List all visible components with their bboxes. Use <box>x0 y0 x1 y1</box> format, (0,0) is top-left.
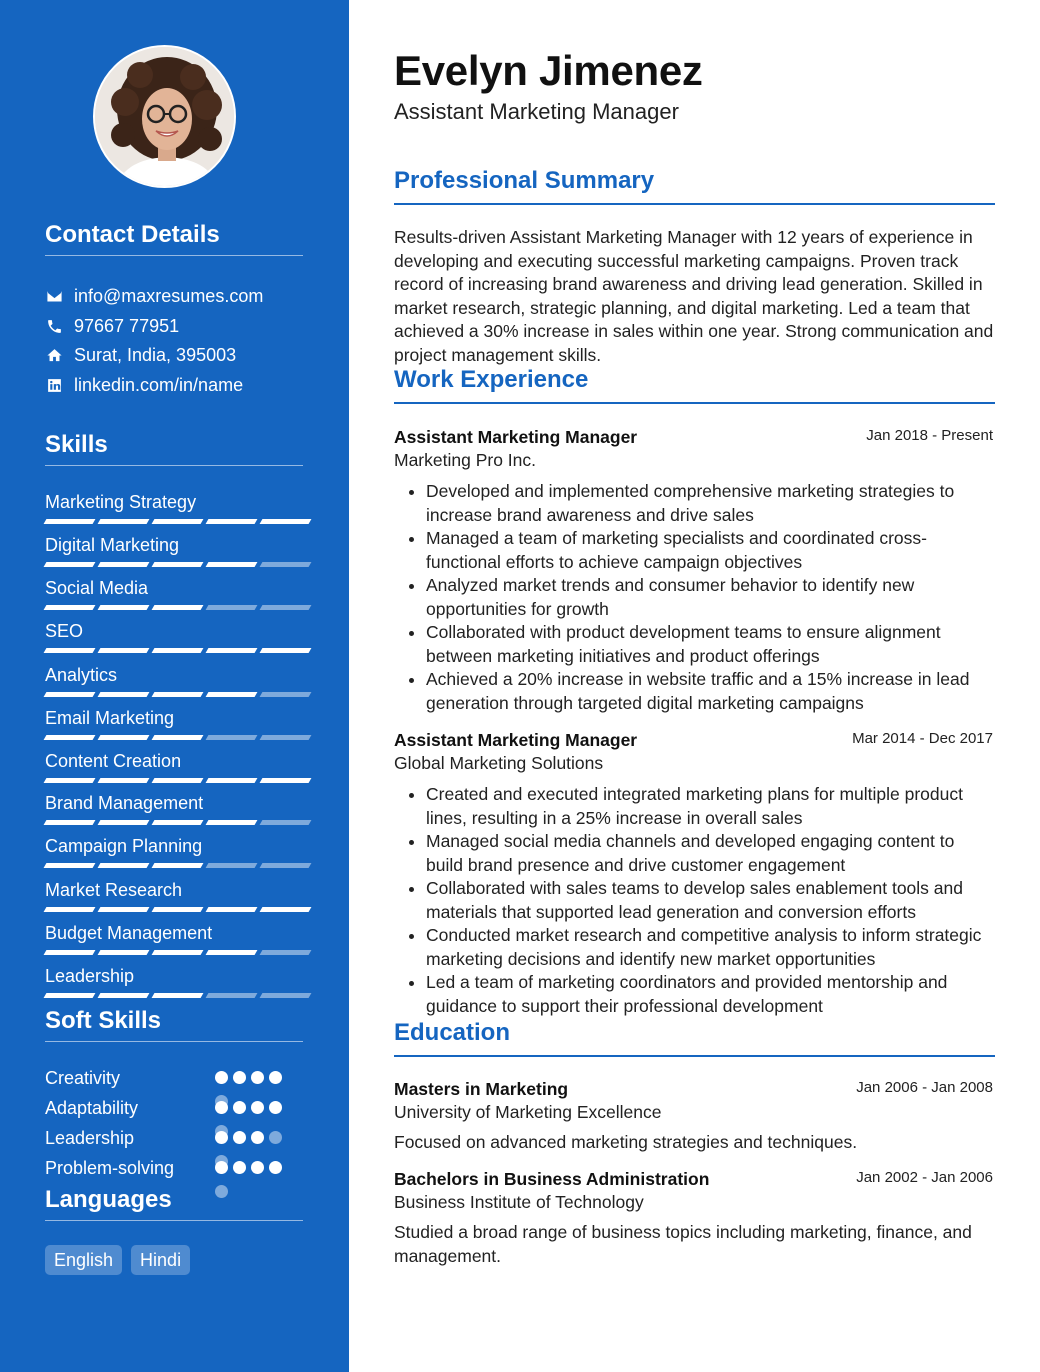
skill-item <box>45 707 303 729</box>
education-school: Business Institute of Technology <box>394 1192 644 1212</box>
rating-bar <box>260 907 312 912</box>
education-dates: Jan 2006 - Jan 2008 <box>856 1079 993 1096</box>
rating-bar <box>152 648 204 653</box>
job-bullet: • Managed social media channels and developed engaging content to build brand presence and drive customer engagement <box>426 830 995 877</box>
rating-bar <box>152 950 204 955</box>
languages-list <box>45 1245 190 1275</box>
skill-item <box>45 750 303 772</box>
soft-skill-item <box>45 1127 285 1149</box>
rating-bar <box>206 778 258 783</box>
skill-item <box>45 792 303 814</box>
rating-bar <box>44 735 96 740</box>
rating-bar <box>44 863 96 868</box>
rating-bar <box>152 863 204 868</box>
job-bullet: • Achieved a 20% increase in website traffic and a 15% increase in lead generation through targeted digital marketing campaigns <box>426 668 995 715</box>
skill-name: Content Creation <box>45 751 182 771</box>
soft-skill-item <box>45 1157 285 1179</box>
rating-bar <box>260 863 312 868</box>
job-bullets <box>394 783 995 1018</box>
skill-name: Analytics <box>45 665 118 685</box>
soft-skill-item <box>45 1097 285 1119</box>
rating-bar <box>152 907 204 912</box>
rating-bar <box>206 907 258 912</box>
rating-dot <box>251 1071 264 1084</box>
rating-bar <box>152 820 204 825</box>
phone-icon <box>45 317 63 335</box>
job-entry <box>394 729 995 1018</box>
rating-bar <box>44 648 96 653</box>
rating-bar <box>206 605 258 610</box>
job-bullet: • Collaborated with product development teams to ensure alignment between marketing initiatives and product offerings <box>426 621 995 668</box>
rating-bar <box>260 778 312 783</box>
job-bullet: • Created and executed integrated marketing plans for multiple product lines, resulting in a 25% increase in overall sales <box>426 783 995 830</box>
rating-bar <box>152 605 204 610</box>
skill-item <box>45 664 303 686</box>
rating-bar <box>152 778 204 783</box>
skill-item <box>45 879 303 901</box>
rating-bar <box>98 692 150 697</box>
rating-bar <box>152 735 204 740</box>
skill-rating <box>45 993 313 998</box>
soft-skill-name: Leadership <box>45 1128 135 1148</box>
rating-bar <box>206 648 258 653</box>
rating-bar <box>152 692 204 697</box>
skill-name: SEO <box>45 621 84 641</box>
job-title: Assistant Marketing Manager <box>394 730 638 750</box>
job-dates: Jan 2018 - Present <box>866 427 993 444</box>
rating-bar <box>260 605 312 610</box>
job-bullet: • Analyzed market trends and consumer behavior to identify new opportunities for growth <box>426 574 995 621</box>
rating-bar <box>98 562 150 567</box>
soft-skill-name: Adaptability <box>45 1098 139 1118</box>
rating-bar <box>44 778 96 783</box>
rating-dot <box>215 1095 228 1108</box>
rating-bar <box>260 993 312 998</box>
skill-name: Brand Management <box>45 793 204 813</box>
rating-dot <box>215 1155 228 1168</box>
rating-bar <box>206 950 258 955</box>
skills-heading: Skills <box>45 431 303 466</box>
rating-dot <box>269 1101 282 1114</box>
soft-skill-name: Creativity <box>45 1068 121 1088</box>
contact-email[interactable]: info@maxresumes.com <box>45 285 263 307</box>
rating-bar <box>98 605 150 610</box>
skill-item <box>45 577 303 599</box>
job-bullet: • Managed a team of marketing specialists and coordinated cross-functional efforts to achieve campaign objectives <box>426 527 995 574</box>
education-degree: Masters in Marketing <box>394 1079 569 1099</box>
rating-bar <box>98 993 150 998</box>
rating-dot <box>269 1161 282 1174</box>
rating-bar <box>260 519 312 524</box>
rating-bar <box>260 950 312 955</box>
rating-bar <box>98 519 150 524</box>
soft-skill-item <box>45 1067 285 1089</box>
job-bullet: • Collaborated with sales teams to develop sales enablement tools and materials that supported lead generation and conversion efforts <box>426 877 995 924</box>
rating-bar <box>206 519 258 524</box>
language-badge: Hindi <box>131 1245 190 1275</box>
languages-heading: Languages <box>45 1186 303 1221</box>
rating-bar <box>44 692 96 697</box>
rating-dot <box>251 1131 264 1144</box>
skill-item <box>45 965 303 987</box>
education-degree: Bachelors in Business Administration <box>394 1169 710 1189</box>
skill-rating <box>45 950 313 955</box>
rating-bar <box>260 562 312 567</box>
rating-bar <box>260 820 312 825</box>
rating-bar <box>206 820 258 825</box>
soft-skills-heading: Soft Skills <box>45 1007 303 1042</box>
skill-item <box>45 491 303 513</box>
rating-dot <box>233 1161 246 1174</box>
rating-bar <box>206 562 258 567</box>
rating-dot <box>269 1131 282 1144</box>
skill-item <box>45 922 303 944</box>
rating-bar <box>152 519 204 524</box>
skill-item <box>45 835 303 857</box>
summary-heading: Professional Summary <box>394 167 995 205</box>
job-entry <box>394 426 995 715</box>
rating-dot <box>251 1161 264 1174</box>
candidate-name: Evelyn Jimenez <box>394 47 703 94</box>
rating-bar <box>44 820 96 825</box>
skill-rating <box>45 778 313 783</box>
skill-rating <box>45 562 313 567</box>
contact-heading: Contact Details <box>45 221 303 256</box>
contact-linkedin[interactable]: linkedin.com/in/name <box>45 374 243 396</box>
skill-name: Budget Management <box>45 923 213 943</box>
skill-rating <box>45 735 313 740</box>
language-badge: English <box>45 1245 122 1275</box>
rating-bar <box>98 863 150 868</box>
job-dates: Mar 2014 - Dec 2017 <box>852 730 993 747</box>
education-school: University of Marketing Excellence <box>394 1102 662 1122</box>
contact-address: Surat, India, 395003 <box>45 344 236 366</box>
candidate-title: Assistant Marketing Manager <box>394 99 679 124</box>
envelope-icon <box>45 287 63 305</box>
rating-dot <box>215 1071 228 1084</box>
rating-dot <box>269 1071 282 1084</box>
education-description: Studied a broad range of business topics including marketing, finance, and management. <box>394 1222 972 1266</box>
education-dates: Jan 2002 - Jan 2006 <box>856 1169 993 1186</box>
job-bullet: • Developed and implemented comprehensive marketing strategies to increase brand awareness and drive sales <box>426 480 995 527</box>
job-company: Marketing Pro Inc. <box>394 450 536 470</box>
rating-bar <box>152 562 204 567</box>
rating-dot <box>233 1071 246 1084</box>
job-bullet: • Led a team of marketing coordinators and provided mentorship and guidance to support their professional development <box>426 971 995 1018</box>
skill-item <box>45 620 303 642</box>
rating-bar <box>98 907 150 912</box>
education-entry <box>394 1168 995 1268</box>
rating-bar <box>44 605 96 610</box>
rating-bar <box>260 735 312 740</box>
rating-dot <box>251 1101 264 1114</box>
rating-bar <box>44 950 96 955</box>
job-company: Global Marketing Solutions <box>394 753 604 773</box>
rating-bar <box>44 562 96 567</box>
job-bullet: • Conducted market research and competitive analysis to inform strategic marketing decisions and identify new market opportunities <box>426 924 995 971</box>
rating-bar <box>98 648 150 653</box>
summary-text: Results-driven Assistant Marketing Manager with 12 years of experience in developing and executing successful marketing campaigns. Proven track record of increasing brand awareness and driving lead generation. Skilled in market research, strategic planning, and digital marketing. Led a team that achieved a 30% increase in sales within one year. Strong communication and project management skills. <box>394 227 994 365</box>
skill-name: Digital Marketing <box>45 535 180 555</box>
rating-bar <box>260 648 312 653</box>
rating-bar <box>206 863 258 868</box>
skill-rating <box>45 863 313 868</box>
experience-heading: Work Experience <box>394 366 995 404</box>
home-icon <box>45 346 63 364</box>
rating-bar <box>44 907 96 912</box>
rating-bar <box>44 519 96 524</box>
rating-bar <box>260 692 312 697</box>
rating-dot <box>233 1131 246 1144</box>
soft-skill-name: Problem-solving <box>45 1158 175 1178</box>
linkedin-icon <box>45 376 63 394</box>
sidebar <box>0 0 349 1372</box>
skill-rating <box>45 648 313 653</box>
rating-bar <box>98 735 150 740</box>
contact-phone[interactable]: 97667 77951 <box>45 315 179 337</box>
job-title: Assistant Marketing Manager <box>394 427 638 447</box>
rating-bar <box>98 820 150 825</box>
skill-rating <box>45 519 313 524</box>
skill-name: Email Marketing <box>45 708 175 728</box>
rating-bar <box>206 735 258 740</box>
education-heading: Education <box>394 1019 995 1057</box>
rating-bar <box>98 778 150 783</box>
skill-name: Leadership <box>45 966 135 986</box>
job-bullets <box>394 480 995 715</box>
skill-name: Campaign Planning <box>45 836 203 856</box>
skill-name: Market Research <box>45 880 183 900</box>
skill-rating <box>45 605 313 610</box>
rating-bar <box>152 993 204 998</box>
rating-bar <box>206 993 258 998</box>
skill-name: Social Media <box>45 578 149 598</box>
skill-item <box>45 534 303 556</box>
rating-dot <box>215 1125 228 1138</box>
education-description: Focused on advanced marketing strategies and techniques. <box>394 1132 858 1152</box>
skill-rating <box>45 820 313 825</box>
education-entry <box>394 1078 995 1155</box>
rating-bar <box>44 993 96 998</box>
soft-skill-rating <box>215 1071 282 1084</box>
rating-bar <box>206 692 258 697</box>
skill-name: Marketing Strategy <box>45 492 197 512</box>
avatar <box>93 45 236 188</box>
rating-dot <box>233 1101 246 1114</box>
skill-rating <box>45 907 313 912</box>
skill-rating <box>45 692 313 697</box>
rating-bar <box>98 950 150 955</box>
